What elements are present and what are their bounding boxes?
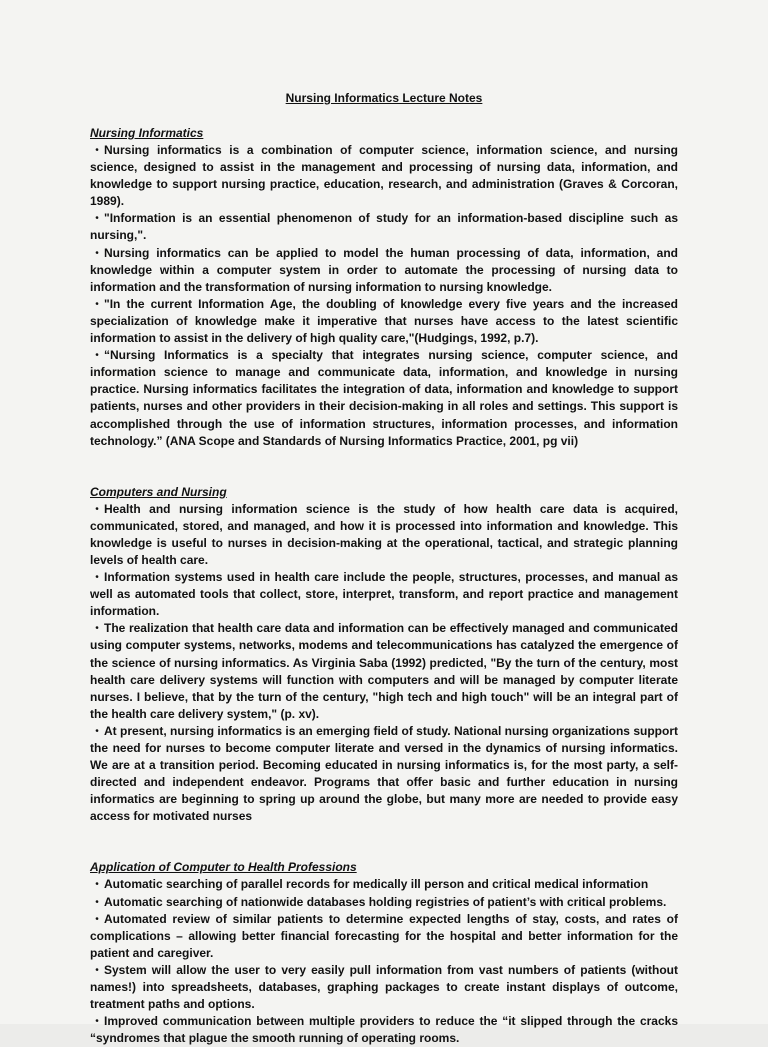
section-heading: Nursing Informatics xyxy=(90,126,204,140)
paragraph-text: Nursing informatics can be applied to model the human processing of data, information, and knowledge within a computer system in order to automate the processing of nursing data to information and the transformation of nursing information to nursing knowledge. xyxy=(90,245,678,294)
bullet-icon: ・ xyxy=(90,723,103,738)
bullet-icon: ・ xyxy=(90,245,103,260)
paragraph-text: Health and nursing information science is the study of how health care data is acquired, communicated, stored, and managed, and how it is processed into information and knowledge. This knowledge is useful to nurses in decision-making at the operational, tactical, and strategic planning levels of health care. xyxy=(90,501,678,567)
document-body xyxy=(90,90,678,1047)
bullet-paragraph xyxy=(90,894,678,911)
bullet-paragraph xyxy=(90,1013,678,1047)
bullet-paragraph xyxy=(90,296,678,347)
paragraph-text: Nursing informatics is a combination of computer science, information science, and nursing science, designed to assist in the management and processing of nursing data, information, and knowledge to support nursing practice, education, research, and administration (Graves & Corcoran, 1989). xyxy=(90,143,678,209)
bullet-icon: ・ xyxy=(90,894,103,909)
paragraph-text: Automatic searching of parallel records for medically ill person and critical medical information xyxy=(104,877,649,892)
paragraph-text: "Information is an essential phenomenon of study for an information-based discipline such as nursing,". xyxy=(90,211,678,243)
paragraph-text: System will allow the user to very easily pull information from vast numbers of patients (without names!) into spreadsheets, databases, graphing packages to create instant displays of outcome, treatment paths and options. xyxy=(90,962,678,1012)
paragraph-text: Automated review of similar patients to determine expected lengths of stay, costs, and rates of complications – allowing better financial forecasting for the hospital and better information for the patient and caregiver. xyxy=(90,911,678,960)
section xyxy=(90,125,678,450)
bullet-icon: ・ xyxy=(90,348,103,363)
bullet-icon: ・ xyxy=(90,911,103,926)
section-heading: Application of Computer to Health Professions xyxy=(90,860,357,875)
bullet-paragraph xyxy=(90,723,678,826)
bullet-paragraph xyxy=(90,245,678,296)
sections-container xyxy=(90,125,678,1047)
paragraph-text: “Nursing Informatics is a specialty that integrates nursing science, computer science, and information science to manage and communicate data, information, and knowledge in nursing practice. Nursing informatics facilitates the integration of data, information and knowledge to support patients, nurses and other providers in their decision-making in all roles and settings. This support is accomplished through the use of information structures, information processes, and information technology.” (ANA Scope and Standards of Nursing Informatics Practice, 2001, pg vii) xyxy=(90,348,678,448)
bullet-icon: ・ xyxy=(90,211,103,226)
bullet-paragraph xyxy=(90,911,678,962)
paragraph-text: Automatic searching of nationwide databases holding registries of patient’s with critical problems. xyxy=(104,894,667,909)
bullet-icon: ・ xyxy=(90,570,103,585)
bullet-paragraph xyxy=(90,569,678,620)
bullet-paragraph xyxy=(90,876,678,893)
bullet-paragraph xyxy=(90,210,678,244)
section xyxy=(90,484,678,826)
section xyxy=(90,859,678,1047)
paragraph-text: "In the current Information Age, the doubling of knowledge every five years and the increased specialization of knowledge make it imperative that nurses have access to the latest scientific information to assist in the delivery of high quality care,"(Hudgings, 1992, p.7). xyxy=(90,296,678,346)
section-heading: Computers and Nursing xyxy=(90,484,227,499)
bullet-icon: ・ xyxy=(90,1014,103,1029)
paragraph-text: Information systems used in health care include the people, structures, processes, and manual as well as automated tools that collect, store, interpret, transform, and report practice and management information. xyxy=(90,570,678,619)
bullet-icon: ・ xyxy=(90,501,103,516)
bullet-icon: ・ xyxy=(90,962,103,977)
bullet-paragraph xyxy=(90,142,678,210)
bullet-icon: ・ xyxy=(90,877,103,892)
page-title: Nursing Informatics Lecture Notes xyxy=(285,91,483,105)
paragraph-text: At present, nursing informatics is an emerging field of study. National nursing organizations support the need for nurses to become computer literate and versed in the dynamics of nursing informatics. We are at a transition period. Becoming educated in nursing informatics is, for the most party, a self-directed and independent endeavor. Programs that offer basic and further education in nursing informatics are beginning to spring up around the globe, but many more are needed to provide easy access for motivated nurses xyxy=(90,723,678,824)
bullet-icon: ・ xyxy=(90,143,103,157)
bullet-paragraph xyxy=(90,501,678,569)
bullet-icon: ・ xyxy=(90,621,103,636)
bullet-paragraph xyxy=(90,347,678,450)
bullet-paragraph xyxy=(90,962,678,1013)
paragraph-text: The realization that health care data and information can be effectively managed and communicated using computer systems, networks, modems and telecommunications has catalyzed the emergence of the science of nursing informatics. As Virginia Saba (1992) predicted, "By the turn of the century, most health care delivery systems will function with computers and will be managed by computer literate nurses. I believe, that by the turn of the century, "high tech and high touch" will be an integral part of the health care delivery system," (p. xv). xyxy=(90,621,678,721)
bullet-paragraph xyxy=(90,620,678,723)
bullet-icon: ・ xyxy=(90,296,103,311)
paragraph-text: Improved communication between multiple providers to reduce the “it slipped through the cracks “syndromes that plague the smooth running of operating rooms. xyxy=(90,1014,678,1046)
